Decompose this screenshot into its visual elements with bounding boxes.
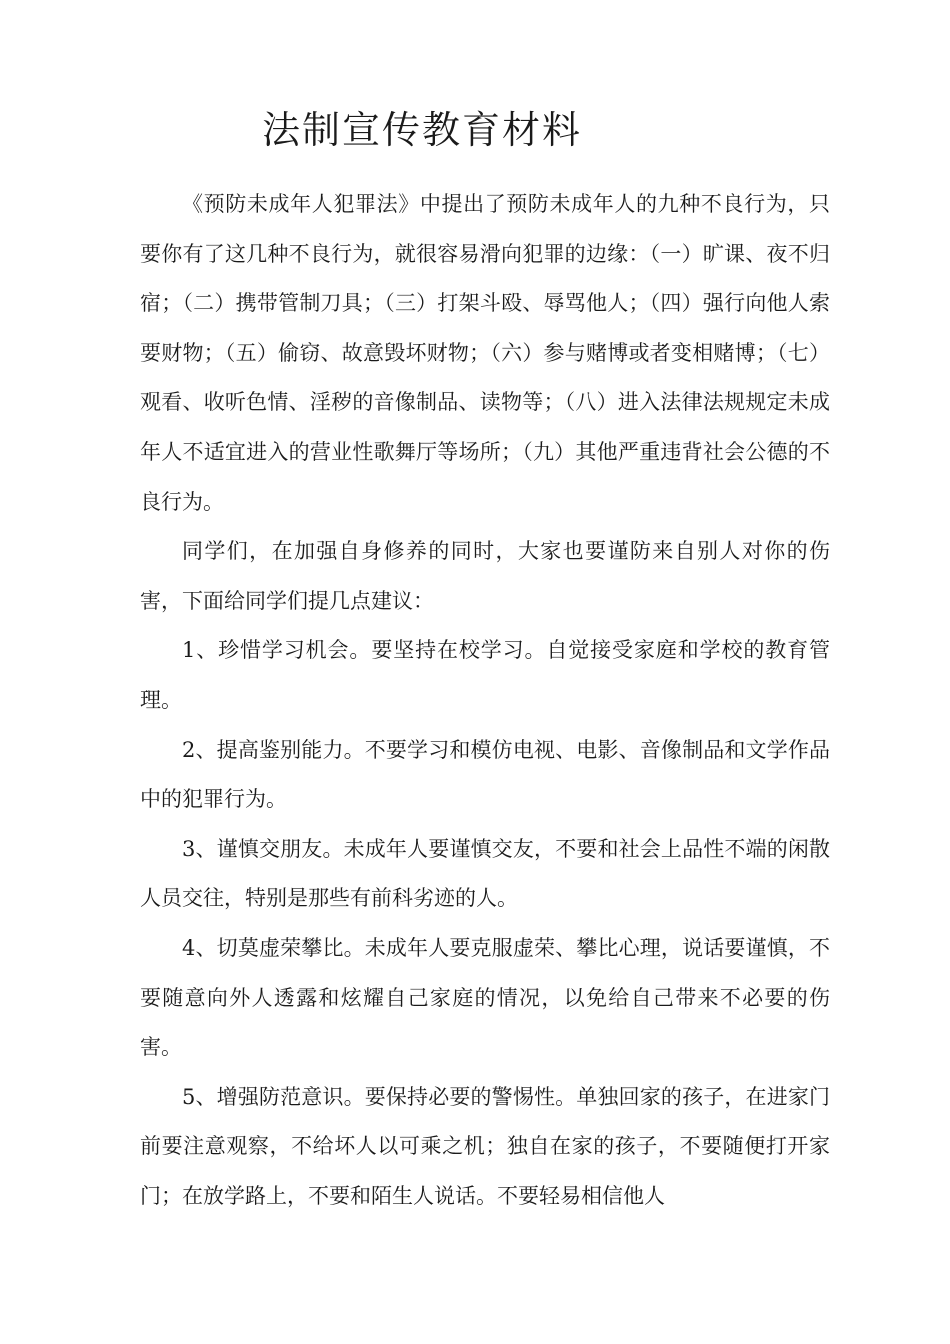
advice-item-3: 3、谨慎交朋友。未成年人要谨慎交友，不要和社会上品性不端的闲散人员交往，特别是那些有前科劣迹的人。 bbox=[140, 836, 830, 911]
document-title: 法制宣传教育材料 bbox=[262, 108, 583, 152]
document-body bbox=[140, 180, 830, 1221]
paragraph-intro-advice: 同学们，在加强自身修养的同时，大家也要谨防来自别人对你的伤害，下面给同学们提几点建议： bbox=[140, 539, 830, 613]
advice-item-1: 1、珍惜学习机会。要坚持在校学习。自觉接受家庭和学校的教育管理。 bbox=[140, 638, 830, 712]
advice-item-5: 5、增强防范意识。要保持必要的警惕性。单独回家的孩子，在进家门前要注意观察，不给坏人以可乘之机；独自在家的孩子，不要随便打开家门；在放学路上，不要和陌生人说话。不要轻易相信他人 bbox=[140, 1084, 830, 1208]
advice-item-2: 2、提高鉴别能力。不要学习和模仿电视、电影、音像制品和文学作品中的犯罪行为。 bbox=[140, 737, 830, 812]
paragraph-bad-behaviors: 《预防未成年人犯罪法》中提出了预防未成年人的九种不良行为，只要你有了这几种不良行为，就很容易滑向犯罪的边缘：（一）旷课、夜不归宿；（二）携带管制刀具；（三）打架斗殴、辱骂他人；（四）强行向他人索要财物；（五）偷窃、故意毁坏财物；（六）参与赌博或者变相赌博；（七）观看、收听色情、淫秽的音像制品、读物等；（八）进入法律法规规定未成年人不适宜进入的营业性歌舞厅等场所；（九）其他严重违背社会公德的不良行为。 bbox=[140, 192, 830, 514]
advice-item-4: 4、切莫虚荣攀比。未成年人要克服虚荣、攀比心理，说话要谨慎，不要随意向外人透露和炫耀自己家庭的情况，以免给自己带来不必要的伤害。 bbox=[140, 935, 830, 1060]
